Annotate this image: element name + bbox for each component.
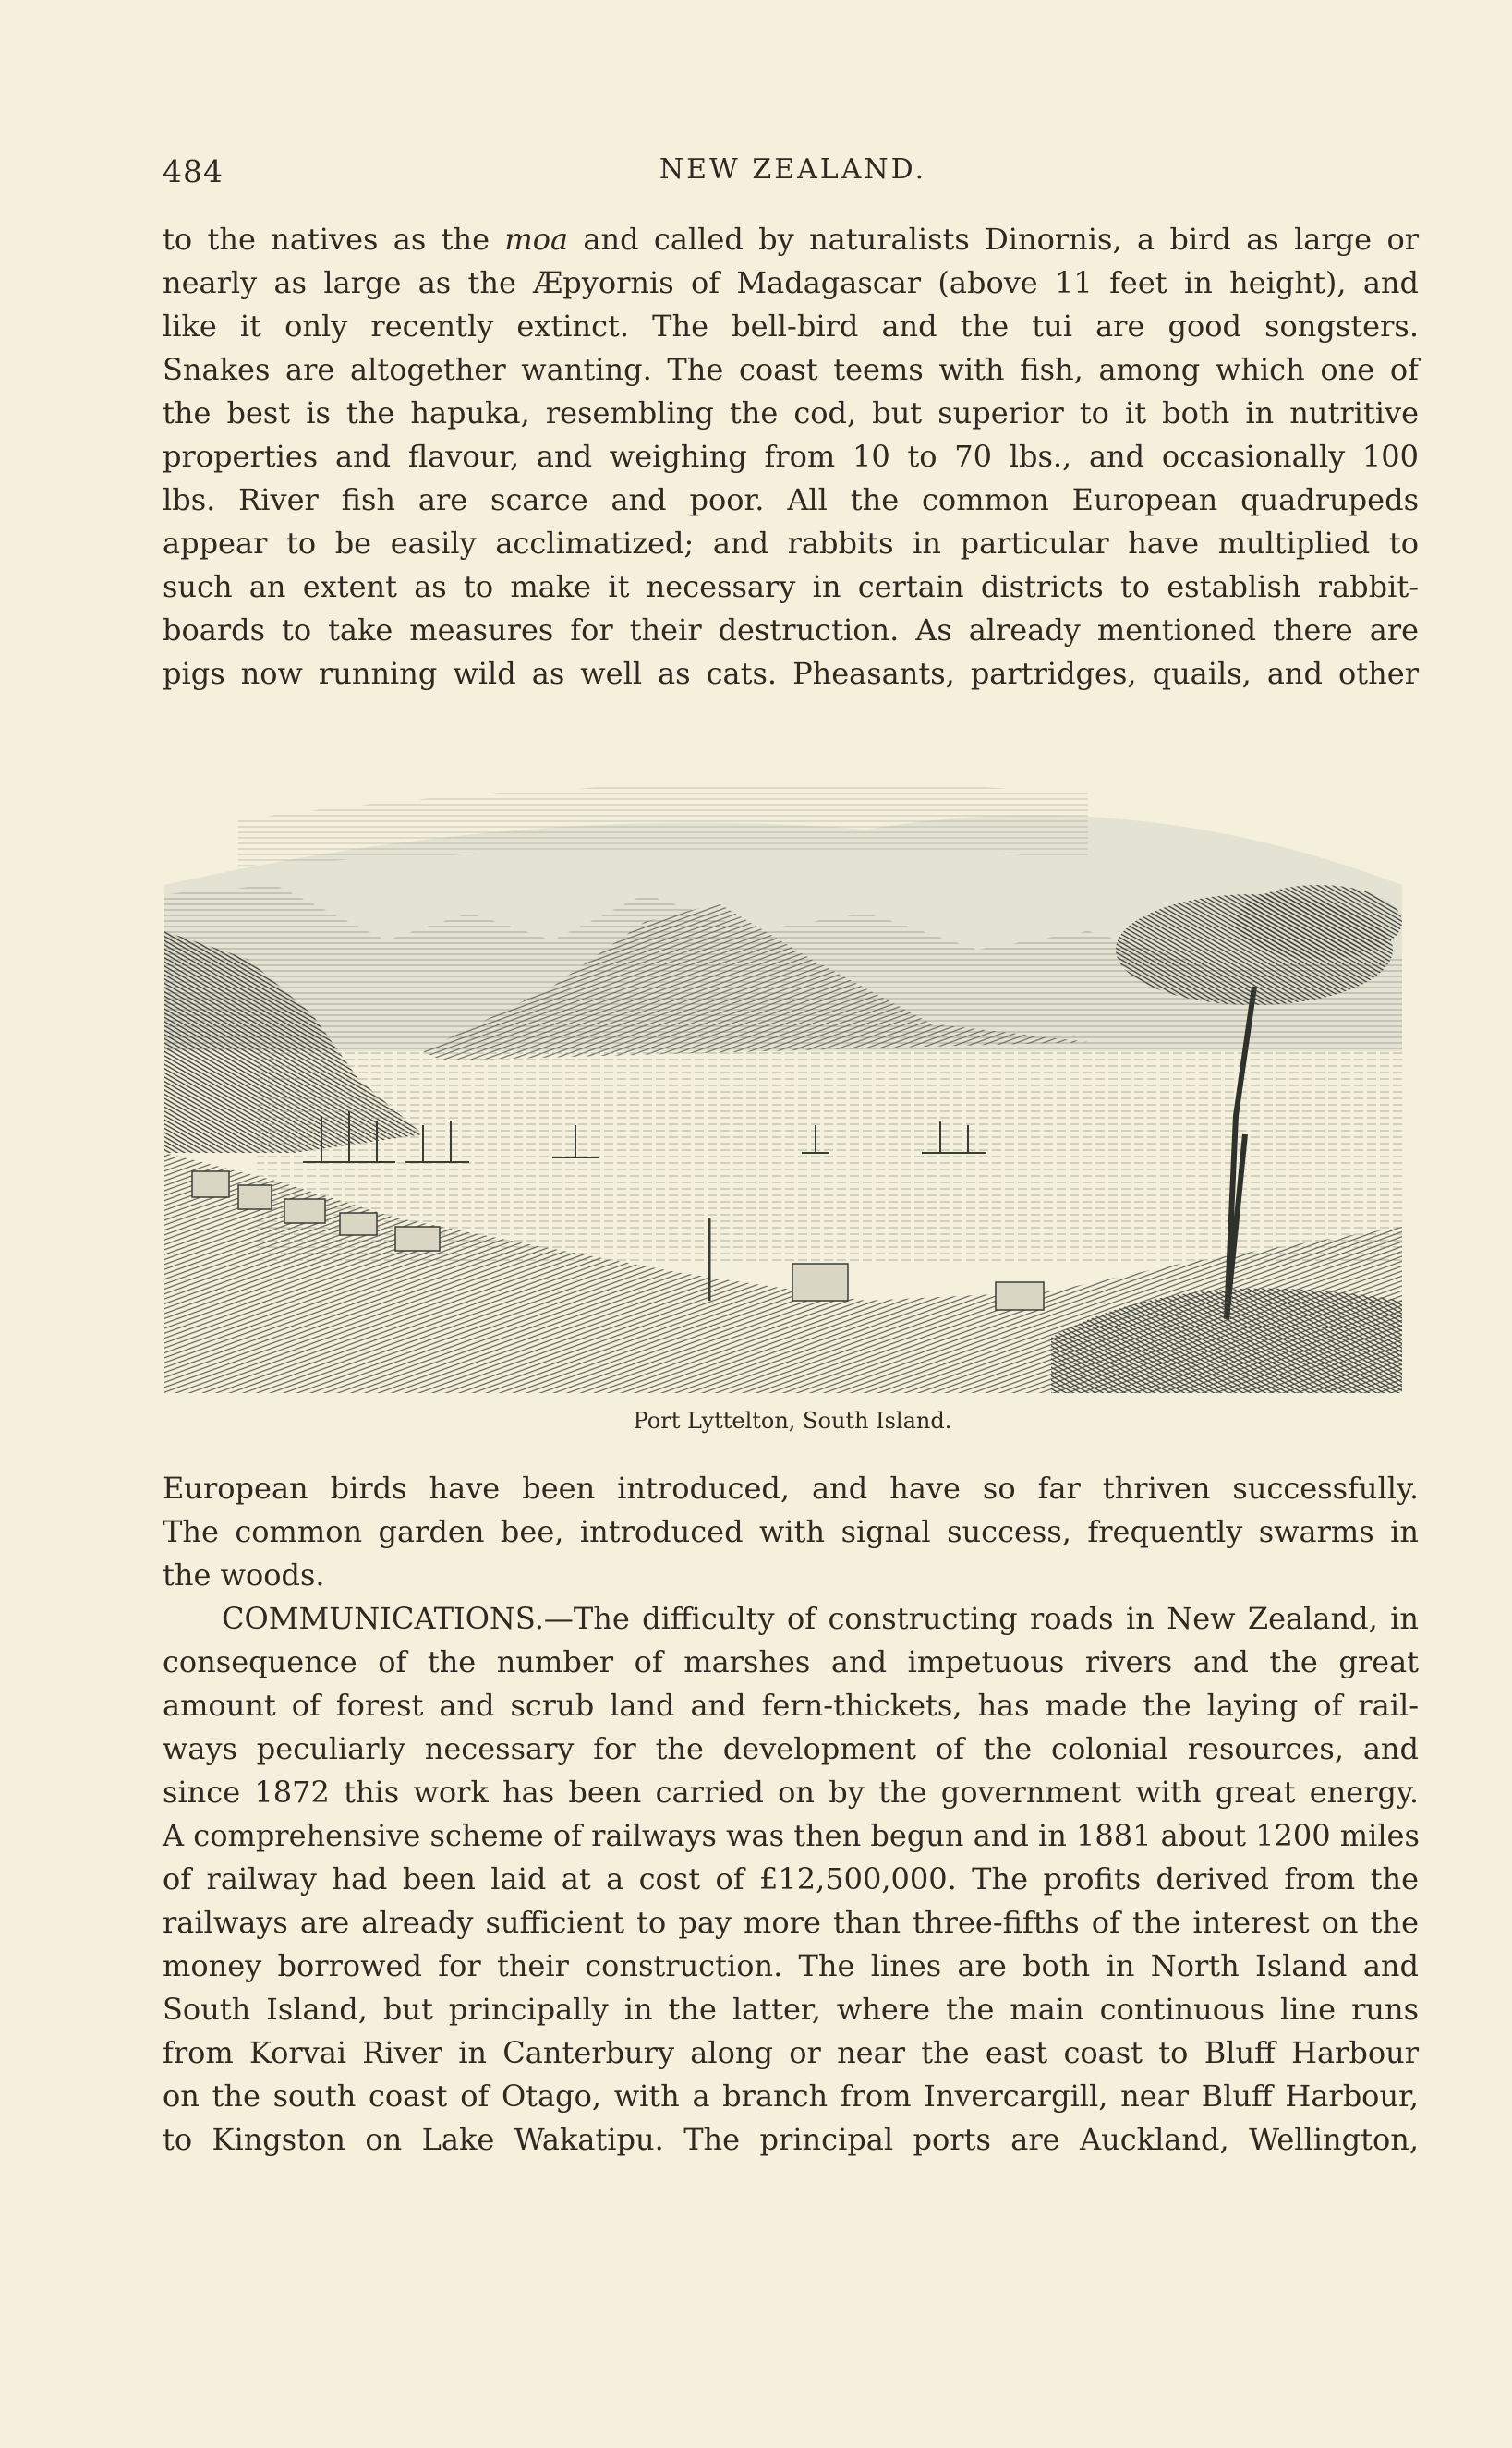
text-line: money borrowed for their construction. The lines are both in North Island and [163,1948,1419,1983]
text-line: on the south coast of Otago, with a branch from Invercargill, near Bluff Harbour, [163,2078,1419,2114]
figure-caption: Port Lyttelton, South Island. [633,1408,952,1434]
text-line: South Island, but principally in the latter, where the main continuous line runs [163,1992,1419,2027]
text-line: properties and flavour, and weighing from 10 to 70 lbs., and occasionally 100 [163,439,1419,474]
text-line: the woods. [163,1557,325,1593]
text-line: since 1872 this work has been carried on by the government with great energy. [163,1775,1419,1810]
text-line: railways are already sufficient to pay more than three-fifths of the interest on the [163,1905,1419,1940]
text-line: like it only recently extinct. The bell-bird and the tui are good songsters. [163,309,1419,344]
text-line: pigs now running wild as well as cats. Pheasants, partridges, quails, and other [163,656,1419,691]
engraving-illustration [164,746,1421,1393]
top-paragraph [163,218,1419,696]
italic-word: moa [504,222,569,257]
line-text: to the natives as the [163,222,505,257]
text-line: to Kingston on Lake Wakatipu. The principal ports are Auckland, Wellington, [163,2122,1419,2157]
text-line: such an extent as to make it necessary in certain districts to establish rabbit- [163,569,1419,604]
page-header [163,153,1423,198]
text-line: COMMUNICATIONS.—The difficulty of constructing roads in New Zealand, in [222,1601,1419,1636]
text-line: amount of forest and scrub land and fern-thickets, has made the laying of rail- [163,1688,1419,1723]
text-line: ways peculiarly necessary for the development of the colonial resources, and [163,1731,1419,1766]
text-line: consequence of the number of marshes and impetuous rivers and the great [163,1644,1419,1679]
text-line: The common garden bee, introduced with signal success, frequently swarms in [163,1514,1419,1549]
text-line: appear to be easily acclimatized; and rabbits in particular have multiplied to [163,526,1419,561]
running-head: NEW ZEALAND. [659,153,927,186]
text-line: the best is the hapuka, resembling the cod, but superior to it both in nutritive [163,395,1419,430]
text-line [163,218,1419,261]
text-line: boards to take measures for their destruction. As already mentioned there are [163,612,1419,648]
harbour-engraving [164,746,1421,1393]
text-line: A comprehensive scheme of railways was then begun and in 1881 about 1200 miles [163,1818,1420,1853]
text-line: nearly as large as the Æpyornis of Madagascar (above 11 feet in height), and [163,265,1419,300]
text-line: European birds have been introduced, and have so far thriven successfully. [163,1471,1419,1506]
page-number: 484 [163,153,224,189]
text-line: Snakes are altogether wanting. The coast teems with fish, among which one of [163,352,1419,387]
text-line: of railway had been laid at a cost of £12,500,000. The profits derived from the [163,1861,1419,1897]
text-line: lbs. River fish are scarce and poor. All the common European quadrupeds [163,482,1419,517]
line-text: and called by naturalists Dinornis, a bird as large or [568,222,1419,257]
text-line: from Korvai River in Canterbury along or near the east coast to Bluff Harbour [163,2035,1419,2070]
communications-paragraph [163,1597,1419,2162]
continuation-paragraph [163,1467,1419,1597]
